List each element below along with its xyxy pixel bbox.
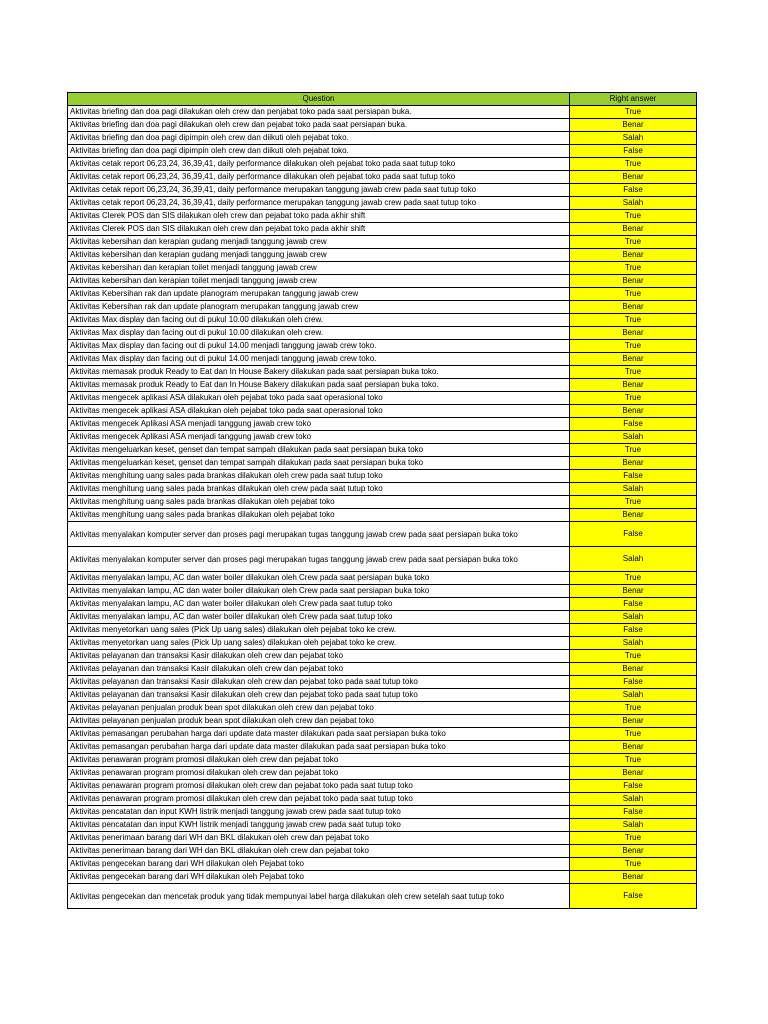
table-row	[68, 379, 697, 392]
table-row	[68, 547, 697, 572]
question-cell[interactable]: Aktivitas pelayanan dan transaksi Kasir dilakukan oleh crew dan pejabat toko pada saat tutup toko	[68, 676, 570, 689]
answer-cell[interactable]: True	[570, 858, 697, 871]
answer-cell[interactable]: Benar	[570, 353, 697, 366]
answer-cell[interactable]: Salah	[570, 197, 697, 210]
table-row	[68, 754, 697, 767]
table-row	[68, 366, 697, 379]
question-cell[interactable]: Aktivitas menghitung uang sales pada brankas dilakukan oleh crew pada saat tutup toko	[68, 483, 570, 496]
question-cell[interactable]: Aktivitas briefing dan doa pagi dilakukan oleh crew dan pejabat toko pada saat persiapan buka.	[68, 119, 570, 132]
table-row	[68, 210, 697, 223]
answer-cell[interactable]: True	[570, 158, 697, 171]
question-cell[interactable]: Aktivitas penerimaan barang dari WH dan BKL dilakukan oleh crew dan pejabat toko	[68, 832, 570, 845]
answer-cell[interactable]: False	[570, 522, 697, 547]
answer-cell[interactable]: Benar	[570, 119, 697, 132]
table-row	[68, 522, 697, 547]
answer-cell[interactable]: True	[570, 366, 697, 379]
table-row	[68, 483, 697, 496]
question-cell[interactable]: Aktivitas Max display dan facing out di pukul 10.00 dilakukan oleh crew.	[68, 314, 570, 327]
answer-cell[interactable]: Benar	[570, 663, 697, 676]
answer-cell[interactable]: True	[570, 650, 697, 663]
answer-cell[interactable]: Benar	[570, 171, 697, 184]
table-row	[68, 702, 697, 715]
question-cell[interactable]: Aktivitas cetak report 06,23,24, 36,39,41, daily performance dilakukan oleh pejabat toko pada saat tutup toko	[68, 158, 570, 171]
answer-cell[interactable]: True	[570, 262, 697, 275]
answer-cell[interactable]: Benar	[570, 845, 697, 858]
answer-cell[interactable]: False	[570, 470, 697, 483]
table-row	[68, 858, 697, 871]
answer-cell[interactable]: True	[570, 392, 697, 405]
table-row	[68, 496, 697, 509]
answer-cell[interactable]: Benar	[570, 223, 697, 236]
question-cell[interactable]: Aktivitas briefing dan doa pagi dipimpin oleh crew dan diikuti oleh pejabat toko.	[68, 145, 570, 158]
table-row	[68, 457, 697, 470]
table-row	[68, 767, 697, 780]
answer-cell[interactable]: Benar	[570, 509, 697, 522]
answer-cell[interactable]: True	[570, 728, 697, 741]
answer-cell[interactable]: True	[570, 288, 697, 301]
question-cell[interactable]: Aktivitas memasak produk Ready to Eat dan In House Bakery dilakukan pada saat persiapan buka toko.	[68, 366, 570, 379]
table-row	[68, 637, 697, 650]
question-cell[interactable]: Aktivitas pencatatan dan input KWH listrik menjadi tanggung jawab crew pada saat tutup toko	[68, 819, 570, 832]
table-row	[68, 405, 697, 418]
question-cell[interactable]: Aktivitas menghitung uang sales pada brankas dilakukan oleh crew pada saat tutup toko	[68, 470, 570, 483]
answer-cell[interactable]: Salah	[570, 431, 697, 444]
table-row	[68, 819, 697, 832]
question-cell[interactable]: Aktivitas penawaran program promosi dilakukan oleh crew dan pejabat toko pada saat tutup toko	[68, 793, 570, 806]
answer-cell[interactable]: Benar	[570, 379, 697, 392]
answer-cell[interactable]: True	[570, 572, 697, 585]
answer-cell[interactable]: True	[570, 340, 697, 353]
question-cell[interactable]: Aktivitas Max display dan facing out di pukul 10.00 dilakukan oleh crew.	[68, 327, 570, 340]
table-row	[68, 572, 697, 585]
question-cell[interactable]: Aktivitas menyalakan lampu, AC dan water boiler dilakukan oleh Crew pada saat tutup toko	[68, 598, 570, 611]
table-row	[68, 171, 697, 184]
question-cell[interactable]: Aktivitas pelayanan dan transaksi Kasir dilakukan oleh crew dan pejabat toko	[68, 663, 570, 676]
table-row	[68, 249, 697, 262]
table-row	[68, 585, 697, 598]
question-cell[interactable]: Aktivitas menyalakan lampu, AC dan water boiler dilakukan oleh Crew pada saat persiapan buka toko	[68, 585, 570, 598]
question-cell[interactable]: Aktivitas briefing dan doa pagi dipimpin oleh crew dan diikuti oleh pejabat toko.	[68, 132, 570, 145]
table-row	[68, 106, 697, 119]
table-row	[68, 275, 697, 288]
table-row	[68, 119, 697, 132]
answer-cell[interactable]: Benar	[570, 871, 697, 884]
answer-cell[interactable]: False	[570, 145, 697, 158]
answer-cell[interactable]: Salah	[570, 132, 697, 145]
answer-cell[interactable]: Salah	[570, 793, 697, 806]
question-cell[interactable]: Aktivitas menyalakan lampu, AC dan water boiler dilakukan oleh Crew pada saat persiapan buka toko	[68, 572, 570, 585]
table-row	[68, 353, 697, 366]
question-cell[interactable]: Aktivitas pengecekan barang dari WH dilakukan oleh Pejabat toko	[68, 871, 570, 884]
answer-cell[interactable]: Benar	[570, 275, 697, 288]
table-row	[68, 598, 697, 611]
table-row	[68, 650, 697, 663]
answer-cell[interactable]: Salah	[570, 689, 697, 702]
question-cell[interactable]: Aktivitas pemasangan perubahan harga dari update data master dilakukan pada saat persiapan buka toko	[68, 728, 570, 741]
question-cell[interactable]: Aktivitas pemasangan perubahan harga dari update data master dilakukan pada saat persiapan buka toko	[68, 741, 570, 754]
table-row	[68, 624, 697, 637]
question-cell[interactable]: Aktivitas Kebersihan rak dan update planogram merupakan tanggung jawab crew	[68, 288, 570, 301]
header-row	[68, 93, 697, 106]
question-cell[interactable]: Aktivitas penerimaan barang dari WH dan BKL dilakukan oleh crew dan pejabat toko	[68, 845, 570, 858]
question-cell[interactable]: Aktivitas kebersihan dan kerapian toilet menjadi tanggung jawab crew	[68, 262, 570, 275]
table-row	[68, 184, 697, 197]
answer-cell[interactable]: True	[570, 702, 697, 715]
question-cell[interactable]: Aktivitas penawaran program promosi dilakukan oleh crew dan pejabat toko	[68, 767, 570, 780]
table-row	[68, 884, 697, 909]
quiz-table	[67, 92, 697, 909]
answer-cell[interactable]: True	[570, 496, 697, 509]
table-row	[68, 715, 697, 728]
table-row	[68, 197, 697, 210]
table-row	[68, 806, 697, 819]
table-row	[68, 663, 697, 676]
table-row	[68, 689, 697, 702]
question-cell[interactable]: Aktivitas pelayanan dan transaksi Kasir dilakukan oleh crew dan pejabat toko pada saat tutup toko	[68, 689, 570, 702]
answer-cell[interactable]: False	[570, 624, 697, 637]
answer-cell[interactable]: True	[570, 444, 697, 457]
table-row	[68, 340, 697, 353]
answer-cell[interactable]: Salah	[570, 547, 697, 572]
table-row	[68, 236, 697, 249]
table-row	[68, 509, 697, 522]
answer-cell[interactable]: Salah	[570, 483, 697, 496]
question-cell[interactable]: Aktivitas mengecek aplikasi ASA dilakukan oleh pejabat toko pada saat operasional toko	[68, 392, 570, 405]
question-cell[interactable]: Aktivitas pengecekan dan mencetak produk yang tidak mempunyai label harga dilakukan oleh crew setelah saat tutup toko	[68, 884, 570, 909]
question-cell[interactable]: Aktivitas menyetorkan uang sales (Pick Up uang sales) dilakukan oleh pejabat toko ke crew.	[68, 637, 570, 650]
table-row	[68, 418, 697, 431]
question-cell[interactable]: Aktivitas Max display dan facing out di pukul 14.00 menjadi tanggung jawab crew toko.	[68, 353, 570, 366]
question-cell[interactable]: Aktivitas menyalakan lampu, AC dan water boiler dilakukan oleh Crew pada saat tutup toko	[68, 611, 570, 624]
answer-cell[interactable]: Benar	[570, 457, 697, 470]
answer-cell[interactable]: Benar	[570, 741, 697, 754]
table-row	[68, 444, 697, 457]
answer-cell[interactable]: False	[570, 184, 697, 197]
answer-cell[interactable]: Benar	[570, 767, 697, 780]
question-cell[interactable]: Aktivitas pelayanan dan transaksi Kasir dilakukan oleh crew dan pejabat toko	[68, 650, 570, 663]
answer-cell[interactable]: Benar	[570, 249, 697, 262]
table-row	[68, 431, 697, 444]
answer-cell[interactable]: True	[570, 832, 697, 845]
question-cell[interactable]: Aktivitas cetak report 06,23,24, 36,39,41, daily performance dilakukan oleh pejabat toko pada saat tutup toko	[68, 171, 570, 184]
question-cell[interactable]: Aktivitas menyalakan komputer server dan proses pagi merupakan tugas tanggung jawab crew pada saat persiapan buka toko	[68, 547, 570, 572]
table-row	[68, 470, 697, 483]
answer-cell[interactable]: True	[570, 314, 697, 327]
answer-cell[interactable]: Salah	[570, 819, 697, 832]
answer-cell[interactable]: False	[570, 806, 697, 819]
answer-cell[interactable]: False	[570, 780, 697, 793]
question-cell[interactable]: Aktivitas mengecek aplikasi ASA dilakukan oleh pejabat toko pada saat operasional toko	[68, 405, 570, 418]
answer-cell[interactable]: True	[570, 106, 697, 119]
question-cell[interactable]: Aktivitas mengeluarkan keset, genset dan tempat sampah dilakukan pada saat persiapan buka toko	[68, 444, 570, 457]
question-cell[interactable]: Aktivitas penawaran program promosi dilakukan oleh crew dan pejabat toko pada saat tutup toko	[68, 780, 570, 793]
table-row	[68, 741, 697, 754]
table-row	[68, 780, 697, 793]
table-row	[68, 392, 697, 405]
answer-cell[interactable]: True	[570, 236, 697, 249]
question-cell[interactable]: Aktivitas menghitung uang sales pada brankas dilakukan oleh pejabat toko	[68, 509, 570, 522]
question-cell[interactable]: Aktivitas Kebersihan rak dan update planogram merupakan tanggung jawab crew	[68, 301, 570, 314]
answer-cell[interactable]: True	[570, 754, 697, 767]
table-row	[68, 145, 697, 158]
question-cell[interactable]: Aktivitas Clerek POS dan SIS dilakukan oleh crew dan pejabat toko pada akhir shift	[68, 210, 570, 223]
question-cell[interactable]: Aktivitas Max display dan facing out di pukul 14.00 menjadi tanggung jawab crew toko.	[68, 340, 570, 353]
question-cell[interactable]: Aktivitas menyetorkan uang sales (Pick Up uang sales) dilakukan oleh pejabat toko ke crew.	[68, 624, 570, 637]
table-row	[68, 676, 697, 689]
question-cell[interactable]: Aktivitas pelayanan penjualan produk bean spot dilakukan oleh crew dan pejabat toko	[68, 715, 570, 728]
answer-cell[interactable]: False	[570, 598, 697, 611]
question-cell[interactable]: Aktivitas kebersihan dan kerapian gudang menjadi tanggung jawab crew	[68, 249, 570, 262]
answer-cell[interactable]: Benar	[570, 585, 697, 598]
question-cell[interactable]: Aktivitas mengeluarkan keset, genset dan tempat sampah dilakukan pada saat persiapan buka toko	[68, 457, 570, 470]
question-cell[interactable]: Aktivitas Clerek POS dan SIS dilakukan oleh crew dan pejabat toko pada akhir shift	[68, 223, 570, 236]
answer-cell[interactable]: True	[570, 210, 697, 223]
table-row	[68, 793, 697, 806]
table-body	[68, 106, 697, 909]
table-row	[68, 871, 697, 884]
question-cell[interactable]: Aktivitas menyalakan komputer server dan proses pagi merupakan tugas tanggung jawab crew pada saat persiapan buka toko	[68, 522, 570, 547]
answer-cell[interactable]: False	[570, 676, 697, 689]
question-cell[interactable]: Aktivitas pengecekan barang dari WH dilakukan oleh Pejabat toko	[68, 858, 570, 871]
question-column-header[interactable]: Question	[68, 93, 570, 106]
table-row	[68, 132, 697, 145]
question-cell[interactable]: Aktivitas kebersihan dan kerapian toilet menjadi tanggung jawab crew	[68, 275, 570, 288]
table-row	[68, 158, 697, 171]
table-row	[68, 832, 697, 845]
table-row	[68, 223, 697, 236]
question-cell[interactable]: Aktivitas cetak report 06,23,24, 36,39,41, daily performance merupakan tanggung jawab crew pada saat tutup toko	[68, 197, 570, 210]
answer-cell[interactable]: Benar	[570, 327, 697, 340]
table-row	[68, 845, 697, 858]
table-row	[68, 262, 697, 275]
question-cell[interactable]: Aktivitas cetak report 06,23,24, 36,39,41, daily performance merupakan tanggung jawab crew pada saat tutup toko	[68, 184, 570, 197]
answer-cell[interactable]: Benar	[570, 715, 697, 728]
question-cell[interactable]: Aktivitas pencatatan dan input KWH listrik menjadi tanggung jawab crew pada saat tutup toko	[68, 806, 570, 819]
question-cell[interactable]: Aktivitas pelayanan penjualan produk bean spot dilakukan oleh crew dan pejabat toko	[68, 702, 570, 715]
table-row	[68, 611, 697, 624]
table-row	[68, 728, 697, 741]
answer-cell[interactable]: Salah	[570, 611, 697, 624]
question-cell[interactable]: Aktivitas memasak produk Ready to Eat dan In House Bakery dilakukan pada saat persiapan buka toko.	[68, 379, 570, 392]
question-cell[interactable]: Aktivitas penawaran program promosi dilakukan oleh crew dan pejabat toko	[68, 754, 570, 767]
question-cell[interactable]: Aktivitas mengecek Aplikasi ASA menjadi tanggung jawab crew toko	[68, 418, 570, 431]
answer-cell[interactable]: False	[570, 884, 697, 909]
right-answer-column-header[interactable]: Right answer	[570, 93, 697, 106]
table-row	[68, 301, 697, 314]
spreadsheet	[67, 92, 696, 909]
question-cell[interactable]: Aktivitas menghitung uang sales pada brankas dilakukan oleh pejabat toko	[68, 496, 570, 509]
question-cell[interactable]: Aktivitas mengecek Aplikasi ASA menjadi tanggung jawab crew toko	[68, 431, 570, 444]
table-row	[68, 327, 697, 340]
answer-cell[interactable]: False	[570, 418, 697, 431]
question-cell[interactable]: Aktivitas briefing dan doa pagi dilakukan oleh crew dan penjabat toko pada saat persiapan buka.	[68, 106, 570, 119]
question-cell[interactable]: Aktivitas kebersihan dan kerapian gudang menjadi tanggung jawab crew	[68, 236, 570, 249]
answer-cell[interactable]: Benar	[570, 405, 697, 418]
answer-cell[interactable]: Benar	[570, 301, 697, 314]
answer-cell[interactable]: Salah	[570, 637, 697, 650]
table-row	[68, 314, 697, 327]
table-row	[68, 288, 697, 301]
